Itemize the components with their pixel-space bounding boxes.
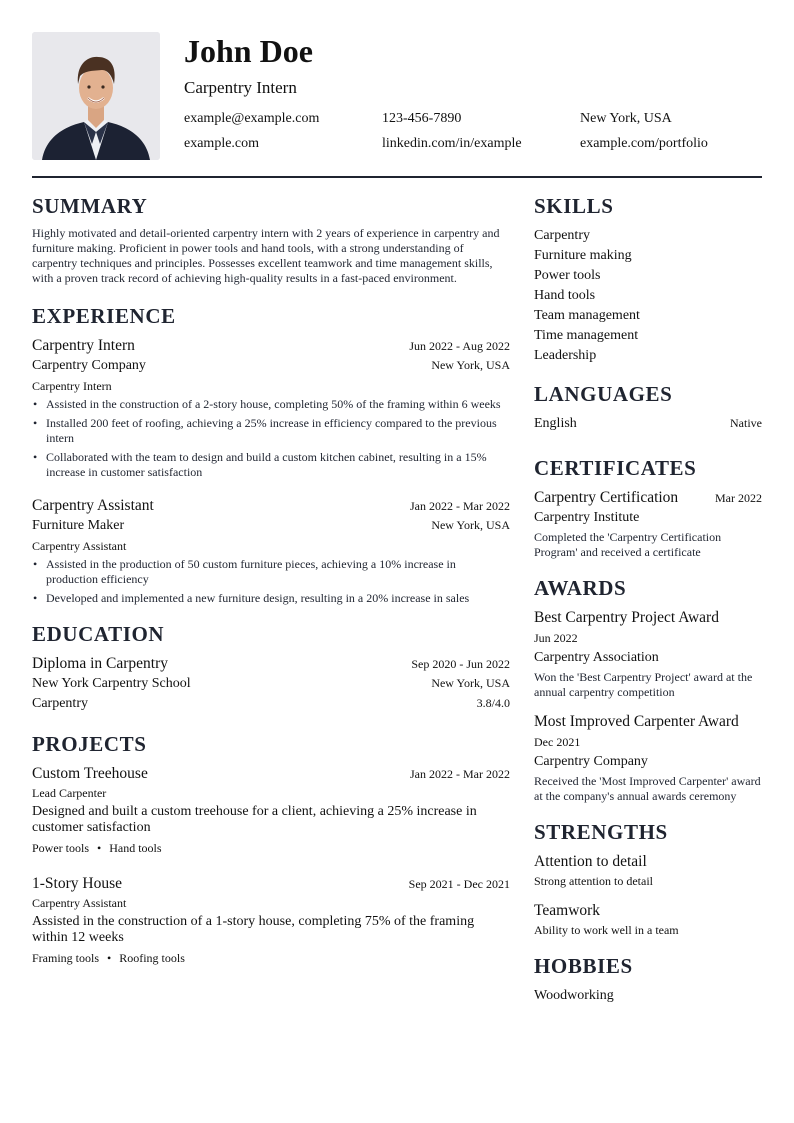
job-date: Jan 2022 - Mar 2022 (410, 499, 510, 513)
school-location: New York, USA (431, 676, 510, 690)
job-location: New York, USA (431, 358, 510, 372)
project-item (32, 874, 510, 966)
award-date: Jun 2022 (534, 631, 578, 645)
project-tag: Framing tools (32, 951, 100, 965)
profile-photo (32, 32, 160, 160)
project-tag: Roofing tools (119, 951, 185, 965)
resume-header (32, 32, 762, 160)
summary-heading: SUMMARY (32, 194, 148, 218)
skill-item: Furniture making (534, 248, 632, 263)
skill-item: Hand tools (534, 288, 596, 303)
project-tags (32, 840, 510, 856)
project-role: Carpentry Assistant (32, 896, 127, 910)
award-item (534, 608, 762, 700)
contact-portfolio[interactable]: example.com/portfolio (580, 136, 708, 151)
education-section (32, 622, 510, 714)
company-name: Carpentry Company (32, 358, 146, 373)
project-title: 1-Story House (32, 875, 122, 892)
candidate-name: John Doe (184, 33, 313, 69)
skill-item: Carpentry (534, 228, 590, 243)
job-role: Carpentry Assistant (32, 539, 127, 553)
contact-phone[interactable]: 123-456-7890 (382, 111, 462, 126)
side-column (534, 194, 762, 1022)
job-bullet: • Developed and implemented a new furniture design, resulting in a 20% increase in sales (32, 591, 510, 606)
education-gpa: 3.8/4.0 (476, 696, 510, 710)
award-title: Most Improved Carpenter Award (534, 713, 739, 730)
experience-section (32, 304, 510, 606)
languages-heading: LANGUAGES (534, 382, 673, 406)
company-name: Furniture Maker (32, 518, 125, 533)
award-description: Won the 'Best Carpentry Project' award at the annual carpentry competition (534, 670, 753, 699)
job-title: Carpentry Intern (32, 337, 135, 354)
strength-description: Strong attention to detail (534, 874, 653, 888)
degree-name: Diploma in Carpentry (32, 655, 169, 672)
strength-description: Ability to work well in a team (534, 923, 679, 937)
job-title: Carpentry Assistant (32, 497, 154, 514)
certificates-heading: CERTIFICATES (534, 456, 697, 480)
candidate-title: Carpentry Intern (184, 78, 297, 97)
job-bullet: • Assisted in the production of 50 custom furniture pieces, achieving a 10% increase in production efficiency (32, 557, 510, 587)
project-item (32, 764, 510, 856)
award-issuer: Carpentry Company (534, 754, 648, 769)
job-role: Carpentry Intern (32, 379, 112, 393)
education-field: Carpentry (32, 696, 88, 711)
summary-text: Highly motivated and detail-oriented carpentry intern with 2 years of experience in carpentry and furniture making. Proficient in power tools and hand tools, with a strong understanding of carpentry techniques and principles. Possesses excellent teamwork and time management skills, with a proven track record of achieving high-quality results in a fast-paced environment. (32, 226, 500, 285)
project-date: Sep 2021 - Dec 2021 (408, 877, 510, 891)
experience-item (32, 336, 510, 480)
projects-section (32, 732, 510, 966)
project-description: Designed and built a custom treehouse for a client, achieving a 25% increase in customer satisfaction (32, 804, 477, 835)
award-title: Best Carpentry Project Award (534, 609, 719, 626)
skill-item: Team management (534, 308, 640, 323)
skills-section (534, 194, 762, 366)
strength-item (534, 852, 762, 889)
tag-separator: • (107, 951, 112, 965)
language-level: Native (730, 416, 762, 430)
project-tag: Hand tools (109, 841, 162, 855)
summary-section (32, 194, 510, 286)
job-bullet: • Installed 200 feet of roofing, achieving a 25% increase in efficiency compared to the previous intern (32, 416, 510, 446)
certificate-issuer: Carpentry Institute (534, 510, 640, 525)
experience-heading: EXPERIENCE (32, 304, 176, 328)
awards-heading: AWARDS (534, 576, 627, 600)
strength-title: Teamwork (534, 902, 601, 919)
contact-location: New York, USA (580, 111, 672, 126)
experience-item (32, 496, 510, 606)
hobbies-section (534, 954, 762, 1006)
project-tag: Power tools (32, 841, 89, 855)
job-bullets (32, 557, 510, 606)
job-date: Jun 2022 - Aug 2022 (409, 339, 510, 353)
strength-title: Attention to detail (534, 853, 647, 870)
hobby-item: Woodworking (534, 988, 614, 1003)
hobbies-heading: HOBBIES (534, 954, 633, 978)
project-tags (32, 950, 510, 966)
strengths-section (534, 820, 762, 938)
project-title: Custom Treehouse (32, 765, 148, 782)
main-column (32, 194, 510, 982)
job-bullet: • Collaborated with the team to design and build a custom kitchen cabinet, resulting in a 15% increase in customer satisfaction (32, 450, 510, 480)
certificate-title: Carpentry Certification (534, 489, 679, 506)
award-item (534, 712, 762, 804)
certificate-date: Mar 2022 (715, 491, 762, 505)
projects-heading: PROJECTS (32, 732, 147, 756)
project-date: Jan 2022 - Mar 2022 (410, 767, 510, 781)
award-description: Received the 'Most Improved Carpenter' award at the company's annual awards ceremony (534, 774, 761, 803)
languages-section (534, 382, 762, 434)
skill-item: Time management (534, 328, 639, 343)
tag-separator: • (97, 841, 102, 855)
contact-website[interactable]: example.com (184, 136, 260, 151)
language-name: English (534, 416, 577, 431)
education-date: Sep 2020 - Jun 2022 (411, 657, 510, 671)
project-role: Lead Carpenter (32, 786, 107, 800)
education-heading: EDUCATION (32, 622, 165, 646)
header-divider (32, 176, 762, 178)
strength-item (534, 901, 762, 938)
skills-heading: SKILLS (534, 194, 614, 218)
awards-section (534, 576, 762, 804)
award-issuer: Carpentry Association (534, 650, 659, 665)
skill-item: Leadership (534, 348, 597, 363)
profile-photo-illustration (32, 32, 160, 160)
skill-item: Power tools (534, 268, 601, 283)
contact-email[interactable]: example@example.com (184, 111, 320, 126)
project-description: Assisted in the construction of a 1-story house, completing 75% of the framing within 12 weeks (32, 914, 475, 945)
certificate-description: Completed the 'Carpentry Certification Program' and received a certificate (534, 530, 722, 559)
job-bullets (32, 397, 510, 480)
certificates-section (534, 456, 762, 560)
job-bullet: • Assisted in the construction of a 2-story house, completing 50% of the framing within 6 weeks (32, 397, 510, 412)
job-location: New York, USA (431, 518, 510, 532)
contact-linkedin[interactable]: linkedin.com/in/example (382, 136, 522, 151)
school-name: New York Carpentry School (32, 676, 191, 691)
award-date: Dec 2021 (534, 735, 581, 749)
strengths-heading: STRENGTHS (534, 820, 668, 844)
